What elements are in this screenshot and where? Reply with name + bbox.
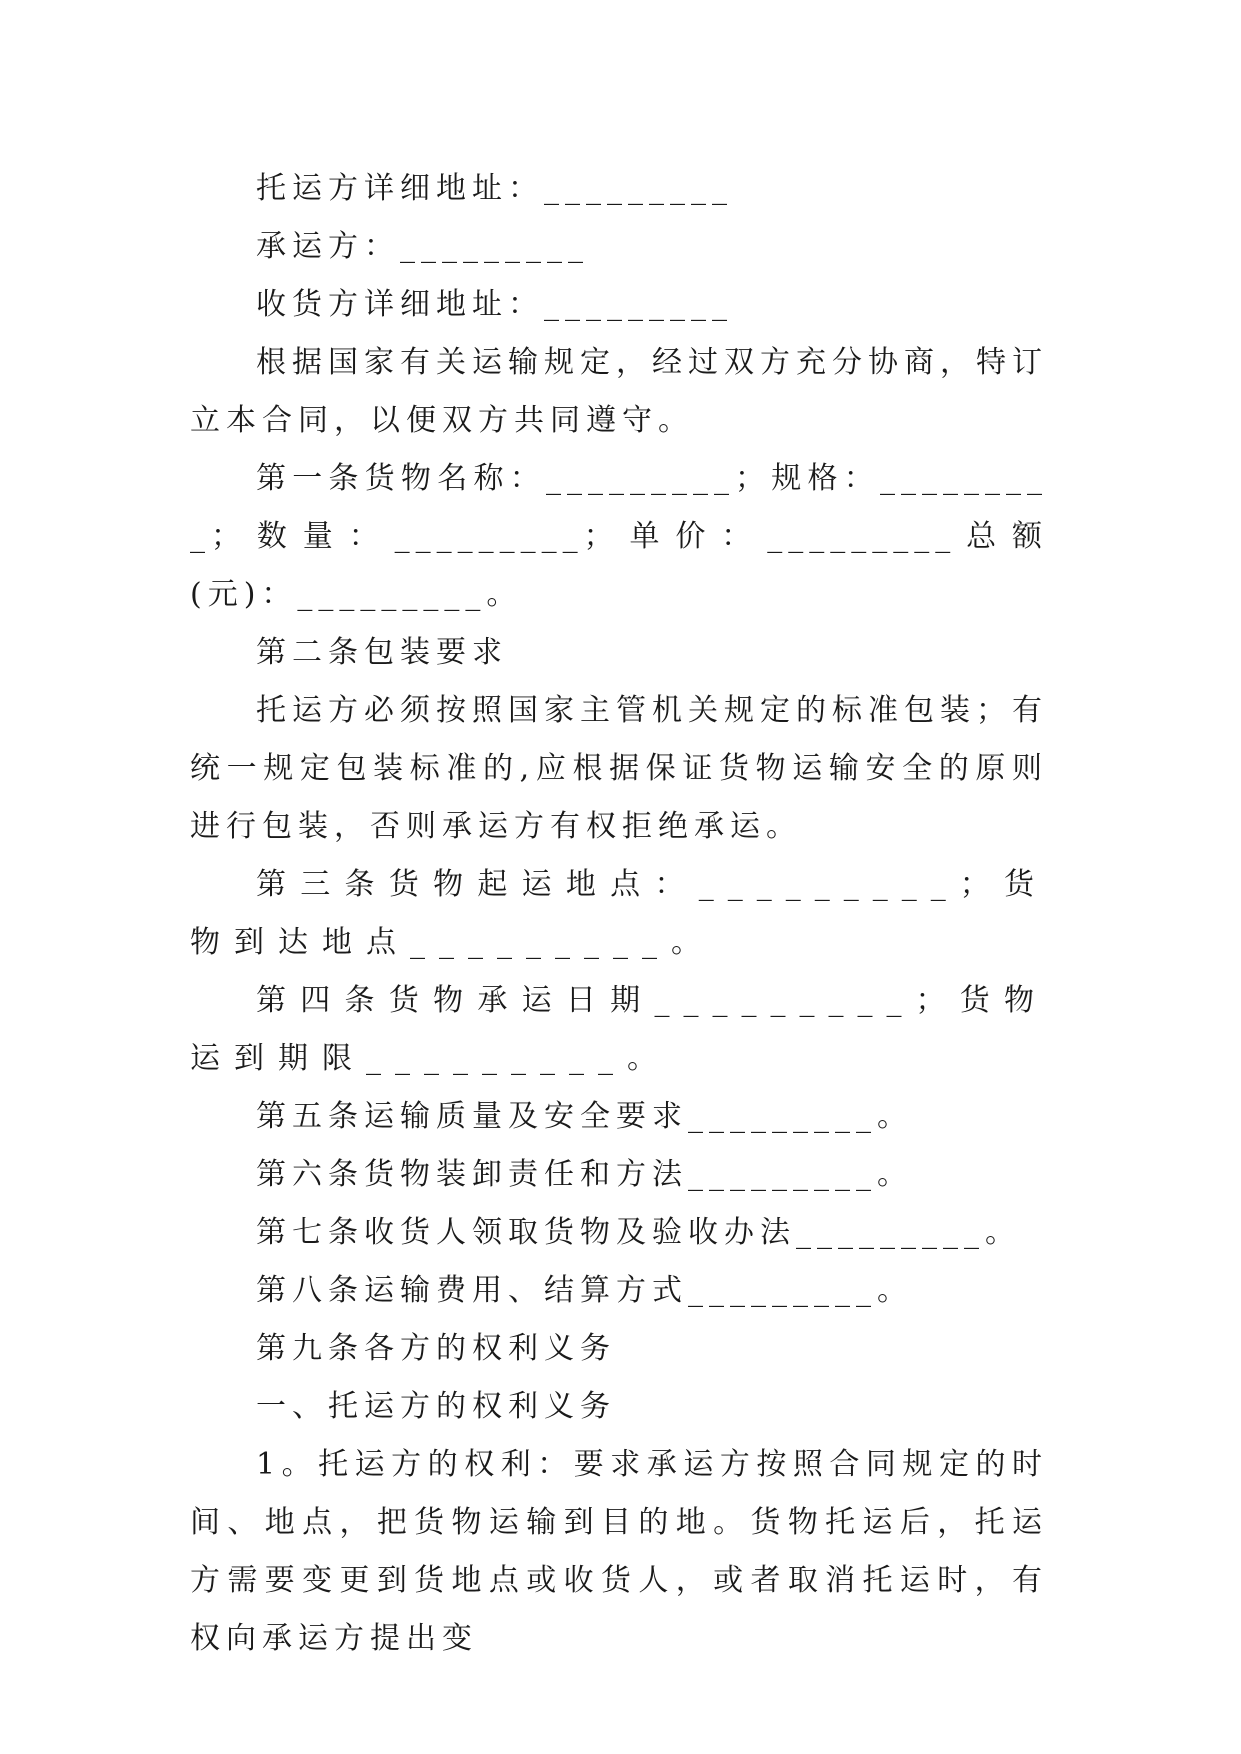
- article-7-receipt: 第七条收货人领取货物及验收办法_________。: [256, 1215, 1021, 1250]
- consignee-address-line: 收货方详细地址：_________: [256, 287, 733, 322]
- article-6-loading: 第六条货物装卸责任和方法_________。: [256, 1157, 913, 1192]
- carrier-line: 承运方：_________: [256, 229, 589, 264]
- section-1-heading: 一、托运方的权利义务: [256, 1389, 616, 1424]
- document-body: [190, 160, 1048, 1668]
- consignor-rights-paragraph: 1。托运方的权利：要求承运方按照合同规定的时间、地点，把货物运输到目的地。货物托运后，托运方需要变更到货地点或收货人，或者取消托运时，有权向承运方提出变: [190, 1447, 1048, 1656]
- article-1-goods: 第一条货物名称：_________；规格：_________；数量：_________；单价：_________总额(元)：_________。: [190, 461, 1048, 612]
- article-8-fees: 第八条运输费用、结算方式_________。: [256, 1273, 913, 1308]
- article-3-locations: 第三条货物起运地点：_________；货物到达地点_________。: [190, 867, 1048, 960]
- article-2-heading: 第二条包装要求: [256, 635, 508, 670]
- article-5-quality: 第五条运输质量及安全要求_________。: [256, 1099, 913, 1134]
- article-9-heading: 第九条各方的权利义务: [256, 1331, 616, 1366]
- consignor-address-line: 托运方详细地址：_________: [256, 171, 733, 206]
- article-2-text: 托运方必须按照国家主管机关规定的标准包装；有统一规定包装标准的,应根据保证货物运输安全的原则进行包装，否则承运方有权拒绝承运。: [190, 693, 1048, 844]
- preamble-paragraph: 根据国家有关运输规定，经过双方充分协商，特订立本合同，以便双方共同遵守。: [190, 345, 1048, 438]
- article-4-dates: 第四条货物承运日期_________；货物运到期限_________。: [190, 983, 1048, 1076]
